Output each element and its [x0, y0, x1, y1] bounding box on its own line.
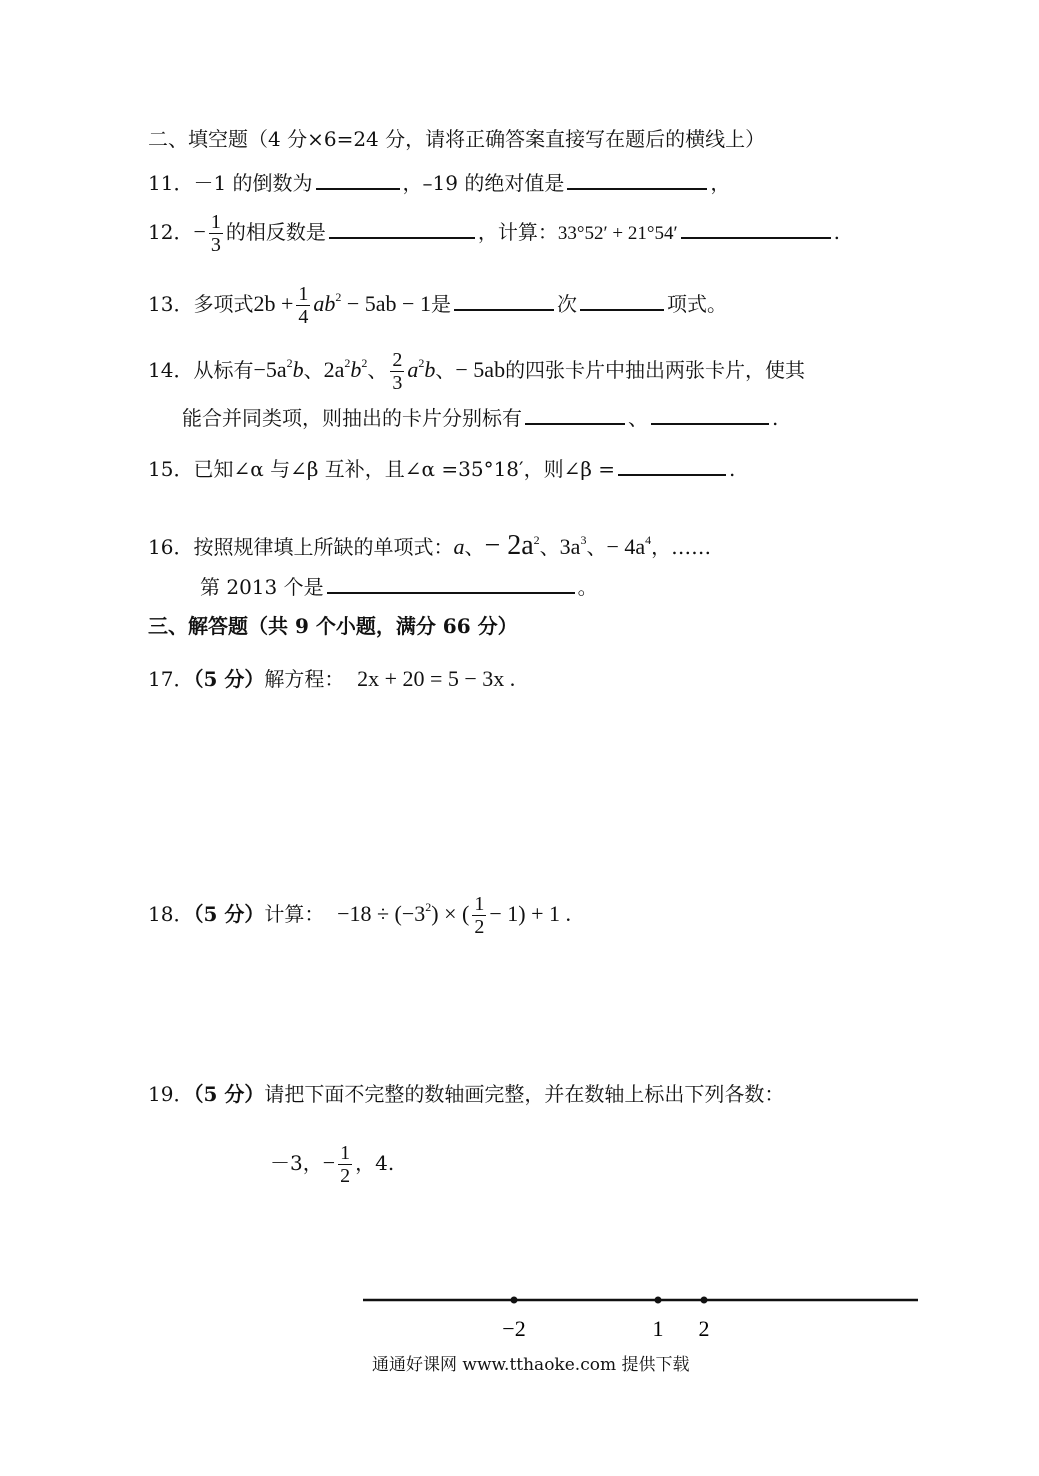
q13-expr-a: 2b +	[253, 291, 294, 316]
q19-points: （5 分）	[193, 1082, 265, 1106]
footer-credit: 通通好课网 www.tthaoke.com 提供下载	[372, 1355, 690, 1375]
q18-expr-c: − 1) + 1 .	[489, 901, 571, 926]
q12-text-1: 的相反数是	[225, 220, 326, 244]
q16-s2-exp: 2	[533, 533, 540, 547]
q17-equation: 2x + 20 = 5 − 3x .	[357, 666, 516, 691]
q12-frac-den: 3	[210, 234, 221, 256]
number-line-point-1	[511, 1297, 518, 1304]
q13-frac-num: 1	[298, 283, 309, 305]
q13-exp: 2	[335, 290, 342, 304]
q16-line2-a: 第 2013 个是	[200, 575, 324, 599]
q14-number: 14．	[148, 358, 194, 382]
q18-frac-den: 2	[474, 916, 485, 938]
q14-sep-2: 、	[367, 358, 388, 382]
q16-text-1: 按照规律填上所缺的单项式：	[193, 535, 454, 559]
q11-text-2: ，	[402, 171, 423, 195]
q11-number: 11．	[148, 171, 194, 195]
q15-end: .	[729, 457, 736, 481]
number-line-point-2	[655, 1297, 662, 1304]
q14-line2-text: 能合并同类项，则抽出的卡片分别标有	[182, 406, 522, 430]
q12-end: .	[833, 220, 840, 244]
q14-sep-3: 、	[435, 358, 456, 382]
q18-points: （5 分）	[193, 902, 265, 926]
q14-m2-exp2: 2	[361, 356, 368, 370]
q14-sep-1: 、	[303, 358, 324, 382]
section3-title: 三、解答题（共 9 个小题，满分 66 分）	[148, 614, 518, 638]
q14-m2-exp: 2	[344, 356, 351, 370]
q11-text-1: －1 的倒数为	[193, 171, 313, 195]
number-line-label-1: −2	[502, 1316, 526, 1341]
q13-text-2: 是	[430, 292, 451, 316]
q19-value-1: －3，	[270, 1151, 323, 1175]
q13-text-1: 多项式	[193, 292, 254, 316]
q19-minus: −	[322, 1150, 336, 1175]
number-line-label-2: 1	[652, 1316, 664, 1341]
q16-dots: ，……	[651, 535, 712, 559]
q13-text-3: 次	[556, 292, 577, 316]
q16-line2-b: 。	[577, 575, 598, 599]
q14-line2-sep: 、	[628, 406, 648, 430]
q14-m1: −5a	[253, 357, 287, 382]
q16-sep-1: 、	[464, 535, 485, 559]
q16-s2: − 2a	[484, 530, 534, 561]
q18-text: 计算：	[264, 902, 325, 926]
q16-s1: a	[453, 534, 465, 559]
q14-text-1: 从标有	[193, 358, 254, 382]
q19-text: 请把下面不完整的数轴画完整，并在数轴上标出下列各数：	[264, 1082, 785, 1106]
q12-expression: 33°52′ + 21°54′	[557, 223, 678, 244]
number-line-label-3: 2	[698, 1316, 710, 1341]
q12-number: 12．	[148, 220, 194, 244]
q14-text-2: 的四张卡片中抽出两张卡片，使其	[505, 358, 806, 382]
q15-number: 15．	[148, 457, 194, 481]
number-line-point-3	[701, 1297, 708, 1304]
q13-number: 13．	[148, 292, 194, 316]
q16-s3: 3a	[559, 534, 581, 559]
q18-expr-a: −18 ÷ (−3	[337, 901, 426, 926]
q14-m2: 2a	[323, 357, 345, 382]
q16-sep-3: 、	[586, 535, 607, 559]
q16-s4: − 4a	[606, 534, 646, 559]
q19-value-2: ，4.	[355, 1151, 395, 1175]
q18-expr-b: ) × (	[431, 901, 470, 926]
q14-m2-b: b	[350, 357, 362, 382]
q13-expr-b: ab	[313, 291, 336, 316]
q16-s3-exp: 3	[580, 533, 587, 547]
q18-number: 18．	[148, 902, 194, 926]
q11-text-4: ，	[710, 171, 731, 195]
q14-m1-b: b	[292, 357, 304, 382]
q14-m3: a	[407, 357, 419, 382]
q14-m3-exp: 2	[418, 356, 425, 370]
q17-points: （5 分）	[193, 667, 265, 691]
q12-minus: −	[193, 219, 206, 244]
q13-expr-c: − 5ab − 1	[341, 291, 431, 316]
q14-frac-num: 2	[392, 349, 403, 371]
q15-text: 已知∠α 与∠β 互补，且∠α =35°18′，则∠β =	[193, 457, 616, 481]
q16-sep-2: 、	[539, 535, 560, 559]
q19-frac-num: 1	[340, 1142, 351, 1164]
q17-number: 17．	[148, 667, 194, 691]
q18-exp: 2	[425, 900, 432, 914]
q18-frac-num: 1	[474, 893, 485, 915]
q14-line2-end: .	[772, 406, 779, 430]
q14-frac-den: 3	[392, 372, 403, 394]
q16-number: 16．	[148, 535, 194, 559]
q13-text-4: 项式。	[666, 292, 727, 316]
section2-title: 二、填空题（4 分×6=24 分，请将正确答案直接写在题后的横线上）	[148, 127, 766, 151]
q14-m4: − 5ab	[455, 357, 506, 382]
q16-s4-exp: 4	[645, 533, 652, 547]
q12-text-2: ，计算：	[477, 220, 558, 244]
q11-text-3: –19 的绝对值是	[422, 171, 565, 195]
q14-m3-b: b	[424, 357, 436, 382]
q19-frac-den: 2	[340, 1165, 351, 1187]
q12-frac-num: 1	[210, 211, 221, 233]
q19-number: 19．	[148, 1082, 194, 1106]
q13-frac-den: 4	[298, 306, 309, 328]
q14-m1-exp: 2	[286, 356, 293, 370]
q17-text: 解方程：	[264, 667, 345, 691]
